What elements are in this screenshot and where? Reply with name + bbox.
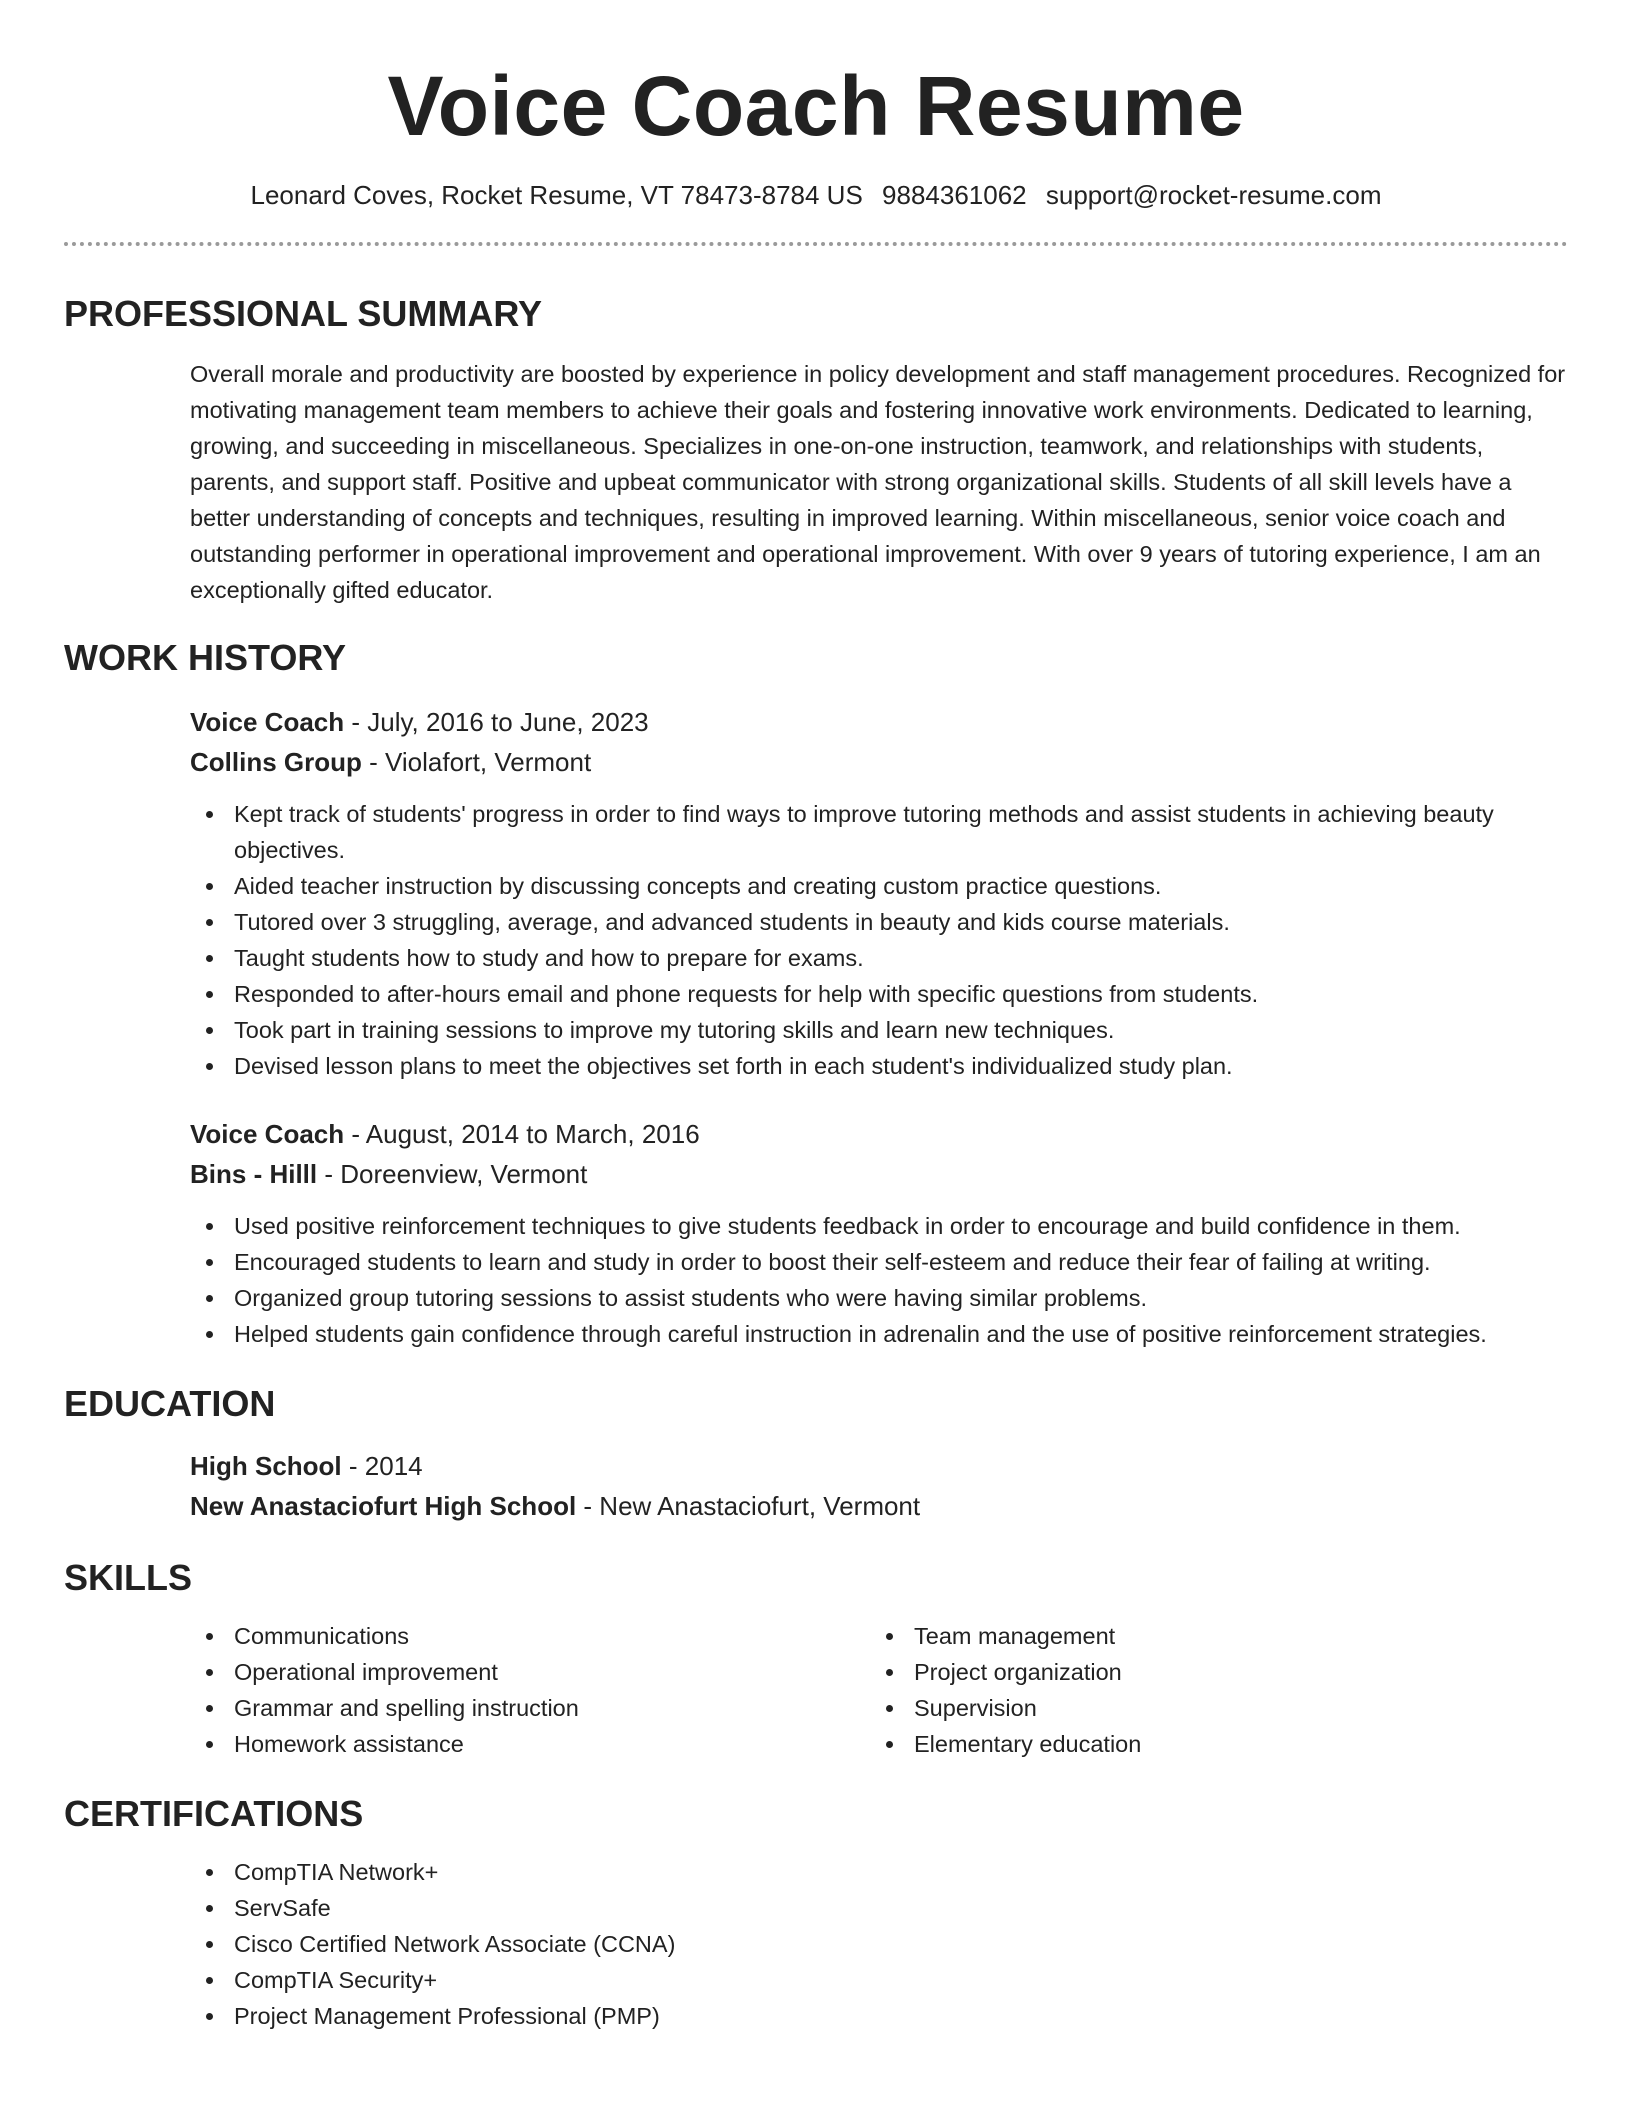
job-title: Voice Coach (190, 1119, 345, 1149)
list-item: CompTIA Network+ (190, 1854, 1568, 1890)
list-item: Kept track of students' progress in order to find ways to improve tutoring methods and assist students in achieving beauty objectives. (190, 796, 1568, 868)
job-location: - Violafort, Vermont (361, 747, 592, 777)
list-item: Grammar and spelling instruction (190, 1690, 870, 1726)
job-dates: - August, 2014 to March, 2016 (344, 1119, 700, 1149)
list-item: Helped students gain confidence through careful instruction in adrenalin and the use of positive reinforcement strategies. (190, 1316, 1568, 1352)
education-degree-line (190, 1446, 1568, 1486)
job-title-line (190, 1114, 1568, 1154)
job-title: Voice Coach (190, 707, 345, 737)
contact-line (64, 178, 1568, 212)
resume-page (64, 0, 1568, 2034)
work-section (64, 636, 1568, 1352)
work-heading: WORK HISTORY (64, 637, 347, 678)
contact-address: Leonard Coves, Rocket Resume, VT 78473-8784 US (250, 180, 863, 210)
education-location: - New Anastaciofurt, Vermont (576, 1491, 921, 1521)
list-item: Cisco Certified Network Associate (CCNA) (190, 1926, 1568, 1962)
list-item: Supervision (870, 1690, 1550, 1726)
summary-section (64, 292, 1568, 608)
list-item: Organized group tutoring sessions to assist students who were having similar problems. (190, 1280, 1568, 1316)
job-location: - Doreenview, Vermont (317, 1159, 588, 1189)
list-item: Team management (870, 1618, 1550, 1654)
list-item: Project organization (870, 1654, 1550, 1690)
summary-heading: PROFESSIONAL SUMMARY (64, 293, 543, 334)
certifications-list (190, 1854, 1568, 2034)
list-item: ServSafe (190, 1890, 1568, 1926)
resume-title: Voice Coach Resume (387, 59, 1245, 153)
list-item: Project Management Professional (PMP) (190, 1998, 1568, 2034)
list-item: Encouraged students to learn and study in order to boost their self-esteem and reduce their fear of failing at writing. (190, 1244, 1568, 1280)
job-company: Collins Group (190, 747, 362, 777)
skills-section (64, 1556, 1568, 1762)
job-dates: - July, 2016 to June, 2023 (344, 707, 649, 737)
job-company: Bins - Hilll (190, 1159, 318, 1189)
list-item: Operational improvement (190, 1654, 870, 1690)
education-school-line (190, 1486, 1568, 1526)
list-item: Used positive reinforcement techniques to give students feedback in order to encourage and build confidence in them. (190, 1208, 1568, 1244)
list-item: Communications (190, 1618, 870, 1654)
header-divider (64, 242, 1568, 246)
list-item: Devised lesson plans to meet the objectives set forth in each student's individualized study plan. (190, 1048, 1568, 1084)
list-item: Took part in training sessions to improve my tutoring skills and learn new techniques. (190, 1012, 1568, 1048)
job-company-line (190, 742, 1568, 782)
certifications-section (64, 1792, 1568, 2034)
list-item: Elementary education (870, 1726, 1550, 1762)
education-degree: High School (190, 1451, 342, 1481)
education-section (64, 1382, 1568, 1526)
job-bullets (190, 1208, 1568, 1352)
summary-text: Overall morale and productivity are boosted by experience in policy development and staff management procedures. Recognized for motivating management team members to achieve their goals and fostering innovative work environments. Dedicated to learning, growing, and succeeding in miscellaneous. Specializes in one-on-one instruction, teamwork, and relationships with students, parents, and support staff. Positive and upbeat communicator with strong organizational skills. Students of all skill levels have a better understanding of concepts and techniques, resulting in improved learning. Within miscellaneous, senior voice coach and outstanding performer in operational improvement and operational improvement. With over 9 years of tutoring experience, I am an exceptionally gifted educator. (190, 361, 1566, 603)
list-item: Tutored over 3 struggling, average, and advanced students in beauty and kids course materials. (190, 904, 1568, 940)
contact-phone: 9884361062 (882, 180, 1027, 210)
skills-list-right (870, 1618, 1550, 1762)
education-heading: EDUCATION (64, 1383, 276, 1424)
job-entry (190, 702, 1568, 1084)
list-item: Taught students how to study and how to prepare for exams. (190, 940, 1568, 976)
certifications-heading: CERTIFICATIONS (64, 1793, 364, 1834)
job-company-line (190, 1154, 1568, 1194)
education-school: New Anastaciofurt High School (190, 1491, 577, 1521)
contact-email: support@rocket-resume.com (1045, 180, 1382, 210)
list-item: Homework assistance (190, 1726, 870, 1762)
job-title-line (190, 702, 1568, 742)
list-item: CompTIA Security+ (190, 1962, 1568, 1998)
education-year: - 2014 (341, 1451, 423, 1481)
skills-list-left (190, 1618, 870, 1762)
job-entry (190, 1114, 1568, 1352)
list-item: Aided teacher instruction by discussing concepts and creating custom practice questions. (190, 868, 1568, 904)
job-bullets (190, 796, 1568, 1084)
list-item: Responded to after-hours email and phone requests for help with specific questions from students. (190, 976, 1568, 1012)
skills-heading: SKILLS (64, 1557, 193, 1598)
